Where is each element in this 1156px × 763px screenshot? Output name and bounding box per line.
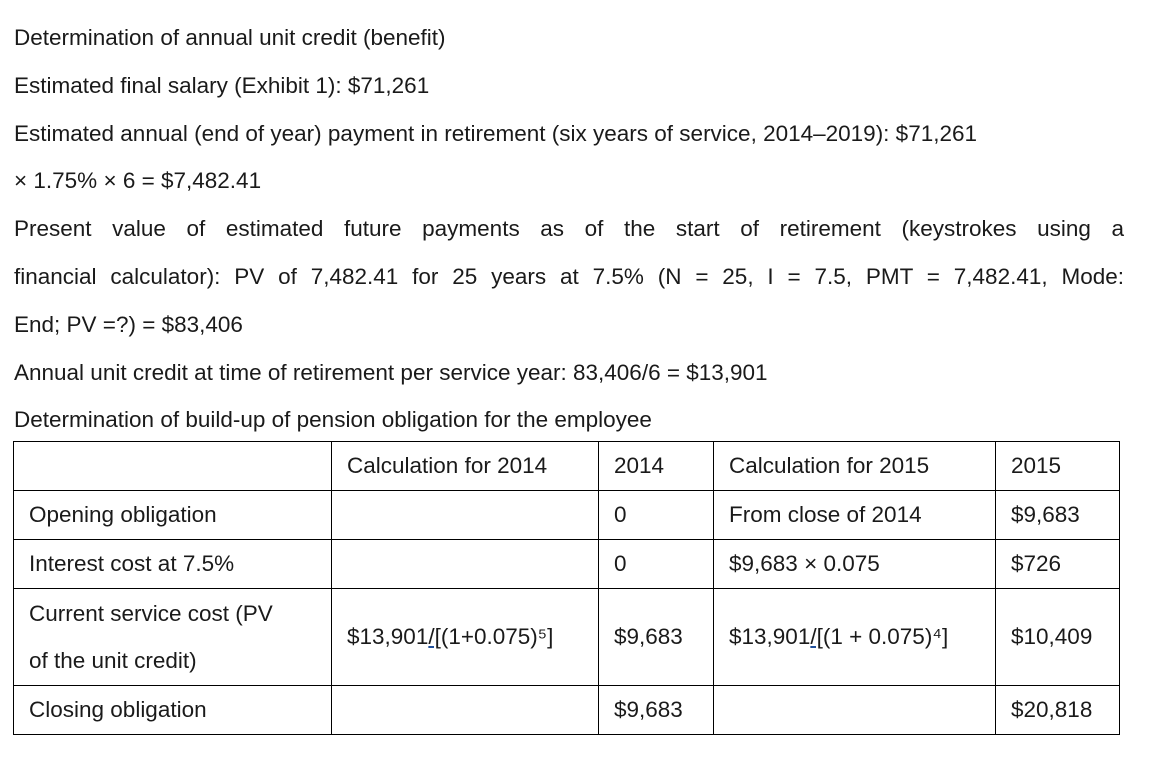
pension-obligation-table	[13, 441, 1120, 735]
header-cell-blank	[14, 442, 332, 491]
header-cell-calc-2015: Calculation for 2015	[714, 442, 996, 491]
table-row	[14, 589, 1120, 686]
row-label: Closing obligation	[14, 686, 332, 735]
value-2015-cell: $20,818	[996, 686, 1120, 735]
calc-2014-cell	[332, 589, 599, 686]
final-salary-line: Estimated final salary (Exhibit 1): $71,261	[14, 72, 430, 98]
annual-payment-line-1: Estimated annual (end of year) payment in retirement (six years of service, 2014–2019): $71,261	[14, 120, 978, 146]
value-2014-cell: $9,683	[599, 686, 714, 735]
annual-payment-line-2: × 1.75% × 6 = $7,482.41	[14, 168, 262, 194]
header-cell-calc-2014: Calculation for 2014	[332, 442, 599, 491]
row-label: Opening obligation	[14, 491, 332, 540]
calc-2014-numerator: $13,901	[347, 624, 429, 650]
table-header-row	[14, 442, 1120, 491]
present-value-line-1: Present value of estimated future payments as of the start of retirement (keystrokes using a	[14, 216, 1124, 242]
header-cell-2015: 2015	[996, 442, 1120, 491]
value-2014-cell: 0	[599, 491, 714, 540]
value-2015-cell: $9,683	[996, 491, 1120, 540]
calc-2015-cell: $9,683 × 0.075	[714, 540, 996, 589]
calc-2014-cell	[332, 686, 599, 735]
value-2015-cell: $726	[996, 540, 1120, 589]
present-value-line-2: financial calculator): PV of 7,482.41 for 25 years at 7.5% (N = 25, I = 7.5, PMT = 7,482.41, Mode:	[14, 263, 1124, 289]
value-2014-cell: 0	[599, 540, 714, 589]
calc-2014-cell	[332, 540, 599, 589]
calc-2014-cell	[332, 491, 599, 540]
calc-2015-division-mark: /[	[810, 624, 823, 650]
row-label: Interest cost at 7.5%	[14, 540, 332, 589]
heading-unit-credit: Determination of annual unit credit (benefit)	[14, 25, 446, 50]
document-body	[14, 14, 1124, 444]
table-row	[14, 540, 1120, 589]
calc-2015-cell	[714, 686, 996, 735]
calc-2015-numerator: $13,901	[729, 624, 811, 650]
row-label	[14, 589, 332, 686]
table-row	[14, 686, 1120, 735]
value-2014-cell: $9,683	[599, 589, 714, 686]
calc-2014-division-mark: /[	[428, 624, 441, 650]
present-value-line-3: End; PV =?) = $83,406	[14, 311, 243, 337]
pension-obligation-table-wrapper	[13, 441, 1120, 735]
header-cell-2014: 2014	[599, 442, 714, 491]
calc-2015-denominator: (1 + 0.075)⁴]	[822, 624, 949, 650]
row-label-line-1: Current service cost (PV	[29, 600, 273, 626]
heading-build-up: Determination of build-up of pension obligation for the employee	[14, 407, 652, 433]
calc-2015-cell	[714, 589, 996, 686]
annual-unit-credit-line: Annual unit credit at time of retirement per service year: 83,406/6 = $13,901	[14, 359, 768, 385]
value-2015-cell: $10,409	[996, 589, 1120, 686]
calc-2014-denominator: (1+0.075)⁵]	[440, 624, 554, 650]
row-label-line-2: of the unit credit)	[29, 648, 197, 673]
calc-2015-cell: From close of 2014	[714, 491, 996, 540]
table-row	[14, 491, 1120, 540]
